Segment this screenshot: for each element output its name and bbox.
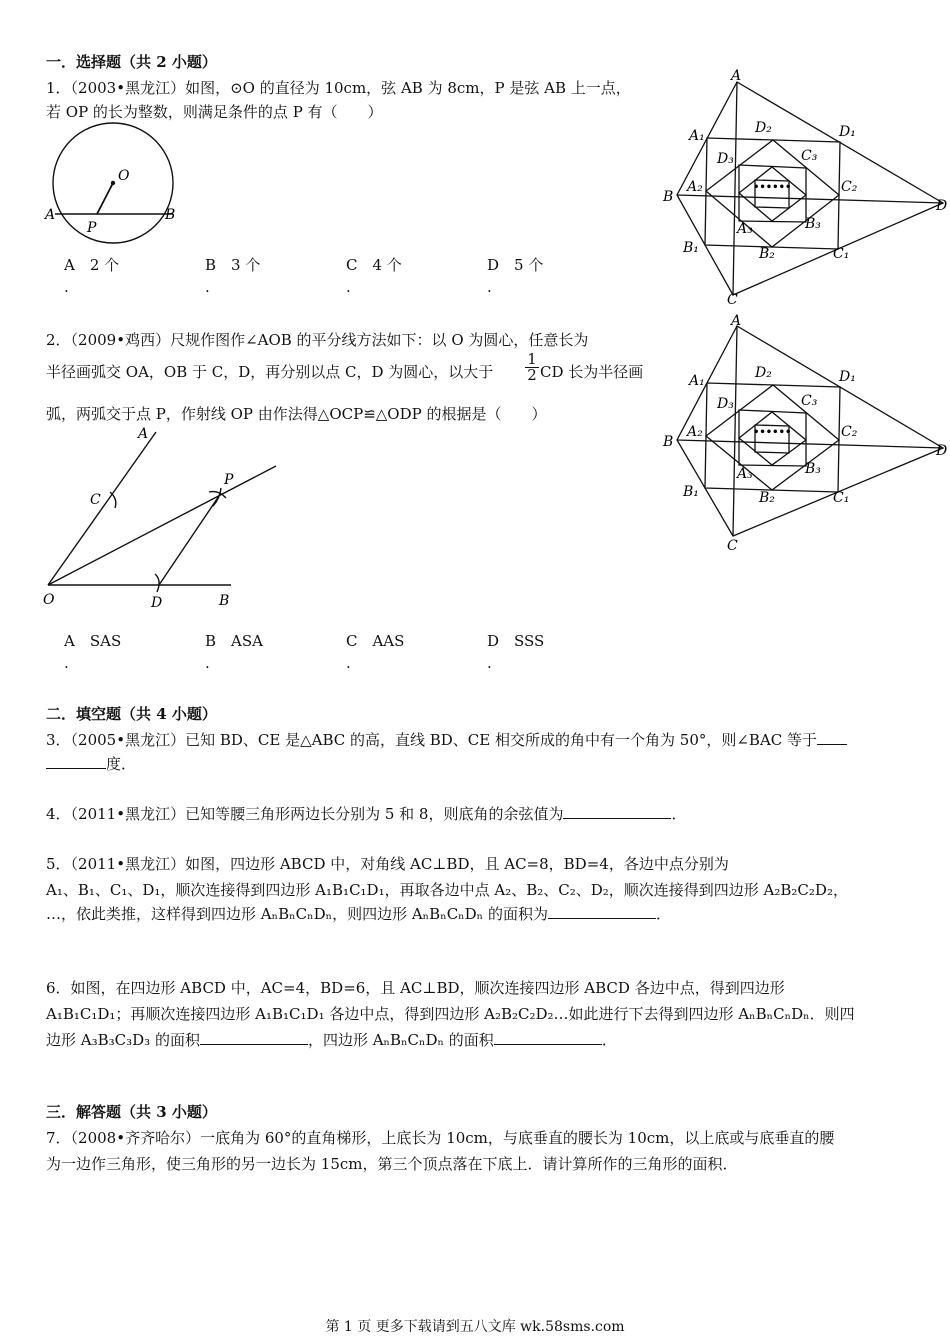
svg-text:••••••: ••••••: [753, 427, 792, 438]
right-figure-bottom: [655, 308, 948, 558]
svg-text:D₃: D₃: [717, 396, 734, 412]
q2-line2a: 半径画弧交 OA，OB 于 C，D，再分别以点 C，D 为圆心，以大于: [46, 363, 494, 381]
q2-option-a: A SAS: [64, 632, 122, 650]
q1-line2: 若 OP 的长为整数，则满足条件的点 P 有（ ）: [46, 103, 383, 121]
q2-frac-num: 1: [527, 350, 537, 368]
svg-text:A₃: A₃: [737, 221, 753, 237]
right-figure-top: [655, 60, 948, 310]
svg-text:C₂: C₂: [841, 424, 858, 440]
q2-option-c: C AAS: [346, 632, 405, 650]
q1-option-a: A 2 个: [64, 256, 120, 274]
q3-unit: 度．: [106, 755, 137, 773]
q2-line1: 2．（2009•鸡西）尺规作图作∠AOB 的平分线方法如下：以 O 为圆心，任意长为: [46, 331, 589, 349]
q3-text: 3．（2005•黑龙江）已知 BD、CE 是△ABC 的高，直线 BD、CE 相交所成的角中有一个角为 50°，则∠BAC 等于: [46, 731, 818, 749]
q5-line3: …，依此类推，这样得到四边形 AₙBₙCₙDₙ，则四边形 AₙBₙCₙDₙ 的面积为 ．: [46, 905, 671, 923]
q1-option-d: D 5 个: [487, 256, 544, 274]
q2-label-c: C: [90, 492, 101, 508]
q1-label-a: A: [45, 207, 56, 223]
q7-line2: 为一边作三角形，使三角形的另一边长为 15cm，第三个顶点落在下底上．请计算所作的三角形的面积．: [46, 1155, 738, 1173]
svg-text:D₃: D₃: [717, 151, 734, 167]
q6-line1: 6．如图，在四边形 ABCD 中，AC=4，BD=6，且 AC⊥BD，顺次连接四边形 ABCD 各边中点，得到四边形: [46, 979, 785, 997]
q4-text: 4．（2011•黑龙江）已知等腰三角形两边长分别为 5 和 8，则底角的余弦值为: [46, 805, 564, 823]
section-2-title: 二．填空题（共 4 小题）: [46, 705, 217, 723]
q2-label-b: B: [219, 593, 230, 609]
q1-label-b: B: [165, 207, 176, 223]
q1-option-b: B 3 个: [205, 256, 261, 274]
q2-label-a: A: [138, 426, 149, 442]
q2-label-d: D: [151, 595, 163, 611]
q3-blank-a: [817, 730, 847, 745]
svg-text:B: B: [663, 434, 674, 450]
q2-label-o: O: [43, 592, 55, 608]
svg-text:D₁: D₁: [839, 369, 856, 385]
q1-circle-figure: [40, 122, 190, 242]
svg-text:D: D: [936, 198, 948, 214]
q3-line1: [46, 730, 847, 750]
q2-line3: 弧，两弧交于点 P，作射线 OP 由作法得△OCP≌△ODP 的根据是（ ）: [46, 405, 547, 423]
q2-option-d: D SSS: [487, 632, 545, 650]
svg-text:C₃: C₃: [801, 393, 818, 409]
svg-text:••••••: ••••••: [753, 182, 792, 193]
q4-blank: [563, 804, 671, 819]
svg-text:B₃: B₃: [805, 216, 821, 232]
svg-text:A₂: A₂: [687, 424, 703, 440]
q1-line1: 1．（2003•黑龙江）如图，⊙O 的直径为 10cm，弦 AB 为 8cm，P 是弦 AB 上一点，: [46, 79, 631, 97]
q1-option-c: C 4 个: [346, 256, 402, 274]
q2-frac-den: 2: [525, 367, 539, 383]
section-3-title: 三．解答题（共 3 小题）: [46, 1103, 217, 1121]
svg-text:B: B: [663, 189, 674, 205]
svg-text:A: A: [731, 68, 742, 84]
q2-fraction: [525, 352, 539, 383]
page-footer: 第 1 页 更多下载请到五八文库 wk.58sms.com: [325, 1319, 625, 1335]
svg-text:A: A: [731, 313, 742, 329]
q2-label-p: P: [224, 472, 234, 488]
q3-line2: [46, 754, 136, 774]
section-1-title: 一．选择题（共 2 小题）: [46, 53, 217, 71]
svg-text:B₃: B₃: [805, 461, 821, 477]
svg-text:B₁: B₁: [683, 240, 699, 256]
svg-text:D₂: D₂: [755, 365, 772, 381]
svg-text:A₁: A₁: [689, 128, 705, 144]
q2-option-b: B ASA: [205, 632, 263, 650]
svg-text:A₁: A₁: [689, 373, 705, 389]
q6-text-a: 边形 A₃B₃C₃D₃ 的面积: [46, 1031, 200, 1049]
q5-blank: [548, 904, 656, 919]
q2-line2b: CD 长为半径画: [540, 363, 644, 381]
svg-text:C₁: C₁: [833, 490, 850, 506]
q1-label-o: O: [118, 168, 130, 184]
q6-blank-b: [494, 1030, 602, 1045]
svg-text:C: C: [727, 292, 738, 308]
svg-text:A₃: A₃: [737, 466, 753, 482]
svg-text:C₂: C₂: [841, 179, 858, 195]
q7-line1: 7．（2008•齐齐哈尔）一底角为 60°的直角梯形，上底长为 10cm，与底垂直的腰长为 10cm，以上底或与底垂直的腰: [46, 1129, 835, 1147]
svg-text:D₂: D₂: [755, 120, 772, 136]
svg-text:D: D: [936, 443, 948, 459]
q1-label-p: P: [87, 220, 97, 236]
q6-text-b: ，四边形 AₙBₙCₙDₙ 的面积: [307, 1031, 494, 1049]
q4-line: 4．（2011•黑龙江）已知等腰三角形两边长分别为 5 和 8，则底角的余弦值为 ．: [46, 805, 687, 823]
q6-line3: 边形 A₃B₃C₃D₃ 的面积 ，四边形 AₙBₙCₙDₙ 的面积 ．: [46, 1031, 617, 1049]
svg-text:B₂: B₂: [759, 246, 775, 262]
svg-text:C: C: [727, 538, 738, 554]
q3-blank-b: [46, 754, 106, 769]
q5-text: …，依此类推，这样得到四边形 AₙBₙCₙDₙ，则四边形 AₙBₙCₙDₙ 的面积为: [46, 905, 548, 923]
svg-text:B₂: B₂: [759, 490, 775, 506]
svg-text:C₃: C₃: [801, 148, 818, 164]
q5-line2: A₁、B₁、C₁、D₁，顺次连接得到四边形 A₁B₁C₁D₁，再取各边中点 A₂、B₂、C₂、D₂，顺次连接得到四边形 A₂B₂C₂D₂，: [46, 881, 848, 899]
q5-line1: 5．（2011•黑龙江）如图，四边形 ABCD 中，对角线 AC⊥BD，且 AC=8，BD=4，各边中点分别为: [46, 855, 729, 873]
q6-blank-a: [200, 1030, 308, 1045]
q6-line2: A₁B₁C₁D₁；再顺次连接四边形 A₁B₁C₁D₁ 各边中点，得到四边形 A₂B₂C₂D₂…如此进行下去得到四边形 AₙBₙCₙDₙ．则四: [46, 1005, 855, 1023]
q2-angle-figure: [38, 422, 288, 617]
svg-text:D₁: D₁: [839, 124, 856, 140]
svg-text:C₁: C₁: [833, 246, 850, 262]
svg-text:A₂: A₂: [687, 179, 703, 195]
svg-text:B₁: B₁: [683, 484, 699, 500]
